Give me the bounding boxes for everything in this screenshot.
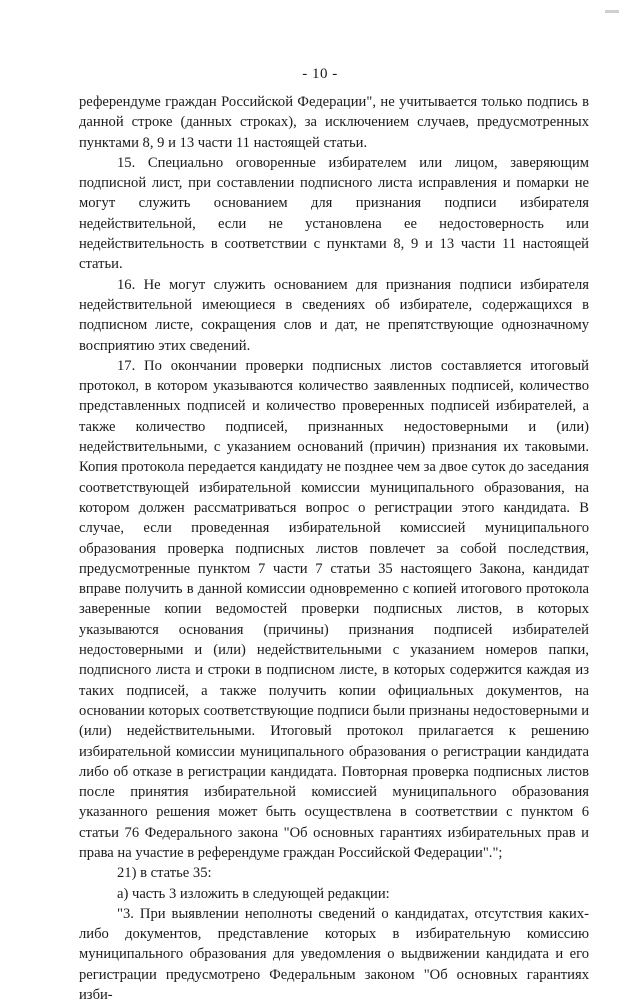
paragraph-item-17: 17. По окончании проверки подписных листов составляется итоговый протокол, в котором указываются количество заявленных подписей, количество представленных подписей и количество проверенных подписей избирателей, а также количество подписей, признанных недостоверными и (или) недействительными, с указанием оснований (причин) признания их таковыми. Копия протокола передается кандидату не позднее чем за двое суток до заседания соответствующей избирательной комиссии муниципального образования, на котором должен рассматриваться вопрос о регистрации этого кандидата. В случае, если проведенная избирательной комиссией муниципального образования проверка подписных листов повлечет за собой последствия, предусмотренные пунктом 7 части 7 статьи 35 настоящего Закона, кандидат вправе получить в данной комиссии одновременно с копией итогового протокола заверенные копии ведомостей проверки подписных листов, в которых указываются основания (причины) признания подписей избирателей недостоверными и (или) недействительными с указанием номеров папки, подписного листа и строки в подписном листе, в которых содержится каждая из таких подписей, а также получить копии официальных документов, на основании которых соответствующие подписи были признаны недостоверными и (или) недействительными. Итоговый протокол прилагается к решению избирательной комиссии муниципального образования о регистрации кандидата либо об отказе в регистрации кандидата. Повторная проверка подписных листов после принятия избирательной комиссией муниципального образования указанного решения может быть осуществлена в соответствии с пунктом 6 статьи 76 Федерального закона "Об основных гарантиях избирательных прав и права на участие в референдуме граждан Российской Федерации"."; xyxy=(79,357,589,861)
paragraph-continuation: референдуме граждан Российской Федерации", не учитывается только подпись в данной строке (данных строках), за исключением случаев, предусмотренных пунктами 8, 9 и 13 части 11 настоящей статьи. xyxy=(79,94,589,151)
scan-artifact xyxy=(605,10,619,13)
paragraph-item-16: 16. Не могут служить основанием для признания подписи избирателя недействительной имеющиеся в сведениях об избирателе, содержащихся в подписном листе, сокращения слов и дат, не препятствующие однозначному восприятию этих сведений. xyxy=(79,276,589,354)
paragraph-quoted-part-3: "3. При выявлении неполноты сведений о кандидатах, отсутствия каких-либо документов, представление которых в избирательную комиссию муниципального образования для уведомления о выдвижении кандидата и его регистрации предусмотрено Федеральным законом "Об основных гарантиях изби- xyxy=(79,905,589,1004)
page-number: - 10 - xyxy=(302,66,338,82)
paragraph-item-15: 15. Специально оговоренные избирателем или лицом, заверяющим подписной лист, при составлении подписного листа исправления и помарки не могут служить основанием для признания подписи избирателя недействительной, если не установлена ее недостоверность или недействительность в соответствии с пунктами 8, 9 и 13 части 11 настоящей статьи. xyxy=(79,154,589,273)
paragraph-subitem-a: а) часть 3 изложить в следующей редакции: xyxy=(117,885,390,902)
document-body xyxy=(79,92,589,1005)
paragraph-item-21: 21) в статье 35: xyxy=(117,865,212,882)
